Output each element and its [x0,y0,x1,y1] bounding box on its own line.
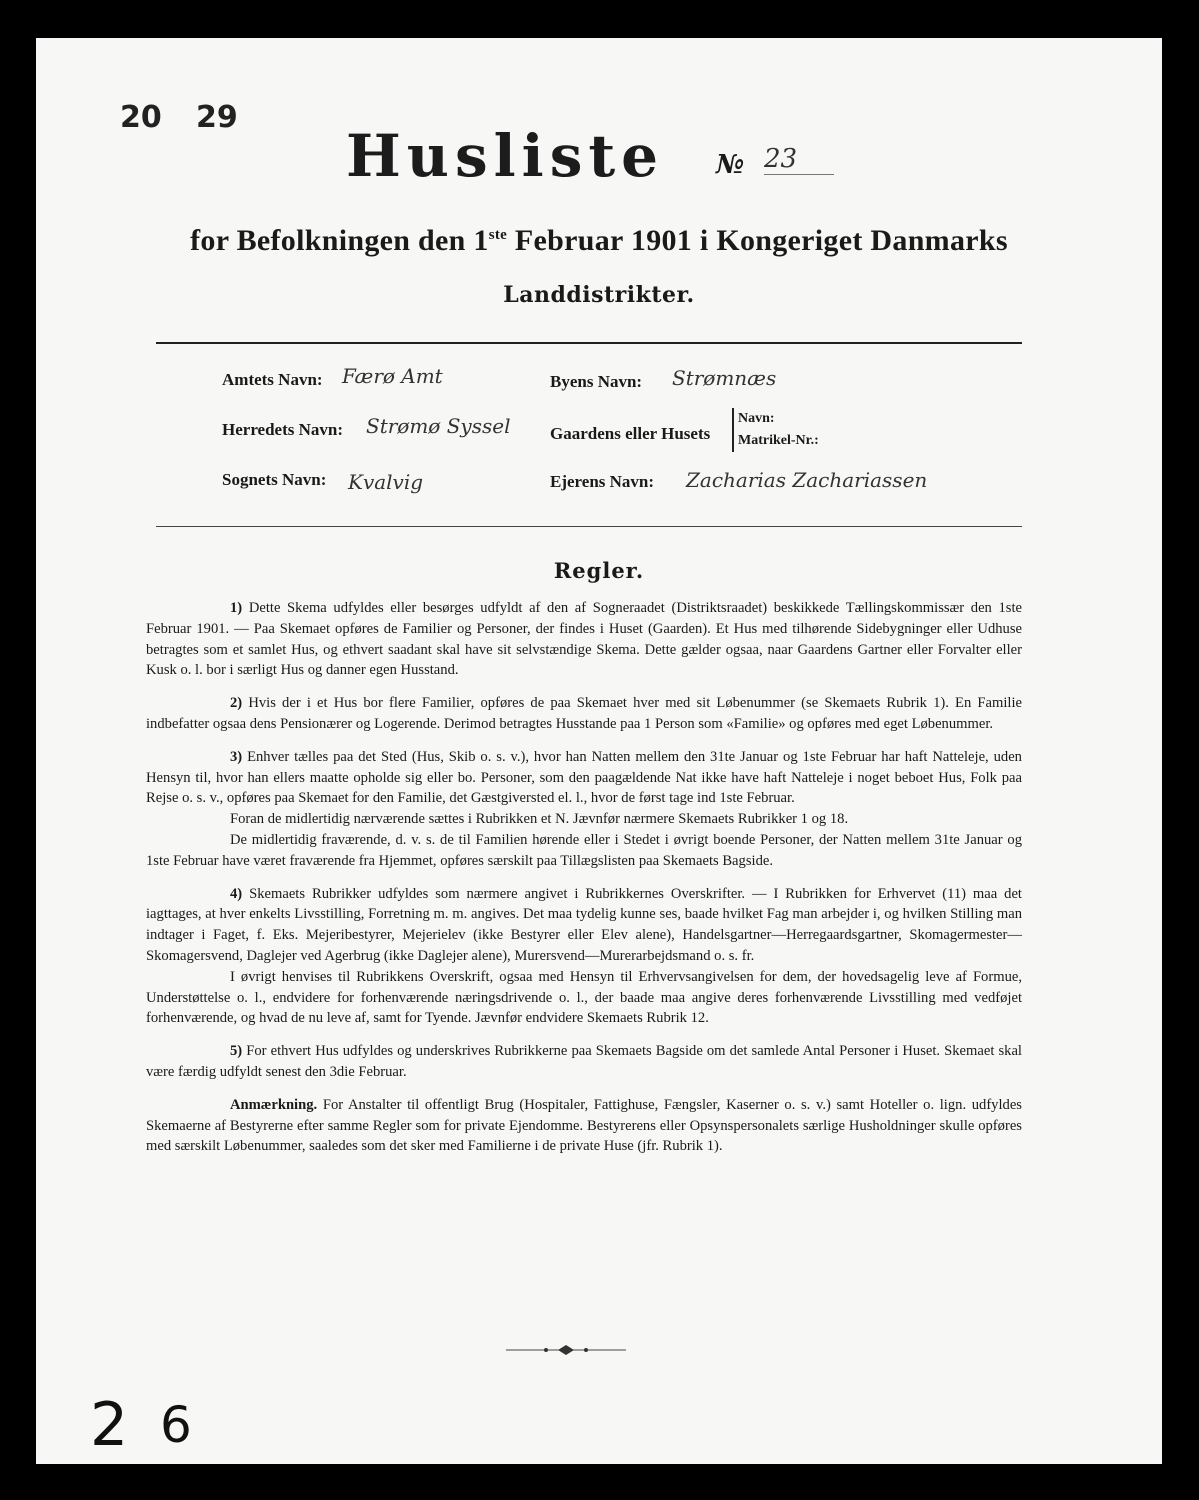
handwritten-bottom-number-2: 6 [160,1396,192,1454]
fields-divider [156,526,1022,527]
subtitle-sup: ste [488,227,508,243]
by-label: Byens Navn: [550,372,643,391]
corner-number-right: 29 [196,100,238,135]
rule-3-text: Enhver tælles paa det Sted (Hus, Skib o. s. v.), hvor han Natten mellem den 31te Januar og 1ste Februar har haft Natteleje, uden Hensyn til, hvor han ellers maatte opholde sig eller bo. Personer, som den paagældende Nat ikke have haft Natteleje i noget beboet Hus, Folk paa Rejse o. s. v., opføres paa Skemaet for den Familie, det Gæstgiversted el. l., hvor de først tage ind 1ste Februar. [146,748,1022,807]
rule-1-text: Dette Skema udfyldes eller besørges udfyldt af den af Sogneraadet (Distriktsraadet) beskikkede Tællingskommissær den 1ste Februar 1901. — Paa Skemaet opføres de Familier og Personer, der findes i Huset (Gaarden). Et Hus med tilhørende Sidebygninger eller Udhuse betragtes som et samlet Hus, og ethvert saadant skal have sit selvstændige Skema. Dette gælder ogsaa, naar Gaardens Gartner eller Forvalter eller Kusk o. l. bor i særligt Hus og danner egen Husstand. [146,600,1022,679]
ejer-value: Zacharias Zachariassen [686,468,928,492]
rule-3-number: 3) [230,748,243,765]
rule-3-para-2 [146,809,1022,830]
rule-4-text: Skemaets Rubrikker udfyldes som nærmere angivet i Rubrikkernes Overskrifter. — I Rubrikken for Erhvervet (11) maa det iagttages, at hver enkelts Livsstilling, Forretning m. m. angives. Det maa tydelig kunne ses, baade hvilket Fag man arbejder i, og hvilken Stilling man indtager i Faget, f. Eks. Mejeribestyrer, Mejerielev (ikke Bestyrer eller Elev alene), Handelsgartner—Herregaardsgartner, Skomagermester—Skomagersvend, Daglejer ved Agerbrug (ikke Daglejer alene), Murersvend—Murerarbejdsmand o. s. fr. [146,885,1022,964]
note-text: For Anstalter til offentligt Brug (Hospitaler, Fattighuse, Fængsler, Kaserner o. s. v.) samt Hoteller o. lign. udfyldes Skemaerne af Bestyrerne efter samme Regler som for private Ejendomme. Bestyrerens eller Opsynspersonalets særlige Husholdninger skulle opføres med særskilt Løbenummer, saaledes som det sker med Familierne i de private Huse (jfr. Rubrik 1). [146,1096,1022,1155]
gaard-matrikel-label: Matrikel-Nr.: [738,433,819,448]
rule-4-number: 4) [230,885,243,902]
gaard-label: Gaardens eller Husets [550,424,711,443]
rule-3-para-2-text: Foran de midlertidig nærværende sættes i Rubrikken et N. Jævnfør nærmere Skemaets Rubrikker 1 og 18. [230,811,849,828]
form-district-type: Landdistrikter. [503,282,695,308]
gaard-navn-label: Navn: [738,411,775,426]
rule-3 [146,747,1022,809]
amt-value: Færø Amt [342,364,443,388]
note [146,1095,1022,1157]
sogn-value: Kvalvig [348,470,424,494]
rule-3-para-3 [146,830,1022,872]
rule-4-para-2-text: I øvrigt henvises til Rubrikkens Overskrift, ogsaa med Hensyn til Erhvervsangivelsen for dem, der hovedsagelig leve af Formue, Understøttelse o. l., endvidere for forhenværende næringsdrivende o. l., der baade maa angive deres forhenværende Livsstilling med vedføjet forhenværende, og hvad de nu leve af, samt for Tyende. Jævnfør endvidere Skemaets Rubrik 12. [146,968,1022,1027]
form-subtitle [36,224,1162,258]
census-form-page [36,38,1162,1464]
number-sign: № [716,150,745,180]
gaard-sub-labels [732,408,819,452]
rule-1-number: 1) [230,600,243,616]
top-divider [156,342,1022,344]
rules-heading: Regler. [553,558,645,583]
ornament-divider [506,1340,626,1360]
rules-body [146,598,1022,1169]
ejer-label: Ejerens Navn: [550,472,655,491]
rule-2-text: Hvis der i et Hus bor flere Familier, opføres de paa Skemaet hver med sit Løbenummer (se Skemaets Rubrik 1). En Familie indbefatter ogsaa dens Pensionærer og Logerende. Derimod betragtes Husstande paa 1 Person som «Familie» og opføres med eget Løbenummer. [146,695,1022,732]
corner-number-left: 20 [120,100,162,135]
note-title: Anmærkning. [230,1096,318,1113]
handwritten-bottom-number-1: 2 [90,1390,129,1460]
rule-1 [146,598,1022,681]
subtitle-pre: for Befolkningen den 1 [190,224,489,257]
form-number-handwritten: 23 [764,144,834,175]
form-title: Husliste [346,122,665,190]
rule-5 [146,1041,1022,1083]
rule-4-para-2 [146,967,1022,1029]
sogn-label: Sognets Navn: [222,470,327,489]
amt-label: Amtets Navn: [222,370,323,389]
rule-5-text: For ethvert Hus udfyldes og underskrives Rubrikkerne paa Skemaets Bagside om det samlede Antal Personer i Huset. Skemaet skal være færdig udfyldt senest den 3die Februar. [146,1043,1022,1080]
by-value: Strømnæs [672,366,777,390]
rule-3-para-3-text: De midlertidig fraværende, d. v. s. de til Familien hørende eller i Stedet i øvrigt boende Personer, der Natten mellem 31te Januar og 1ste Februar have været fraværende fra Hjemmet, opføres særskilt paa Tillægslisten paa Skemaets Bagside. [146,831,1022,869]
rule-2-number: 2) [230,695,243,712]
rule-4 [146,884,1022,967]
rule-2 [146,693,1022,735]
herred-label: Herredets Navn: [222,420,344,439]
subtitle-post: Februar 1901 i Kongeriget Danmarks [507,224,1008,257]
herred-value: Strømø Syssel [366,414,511,438]
rule-5-number: 5) [230,1043,243,1060]
